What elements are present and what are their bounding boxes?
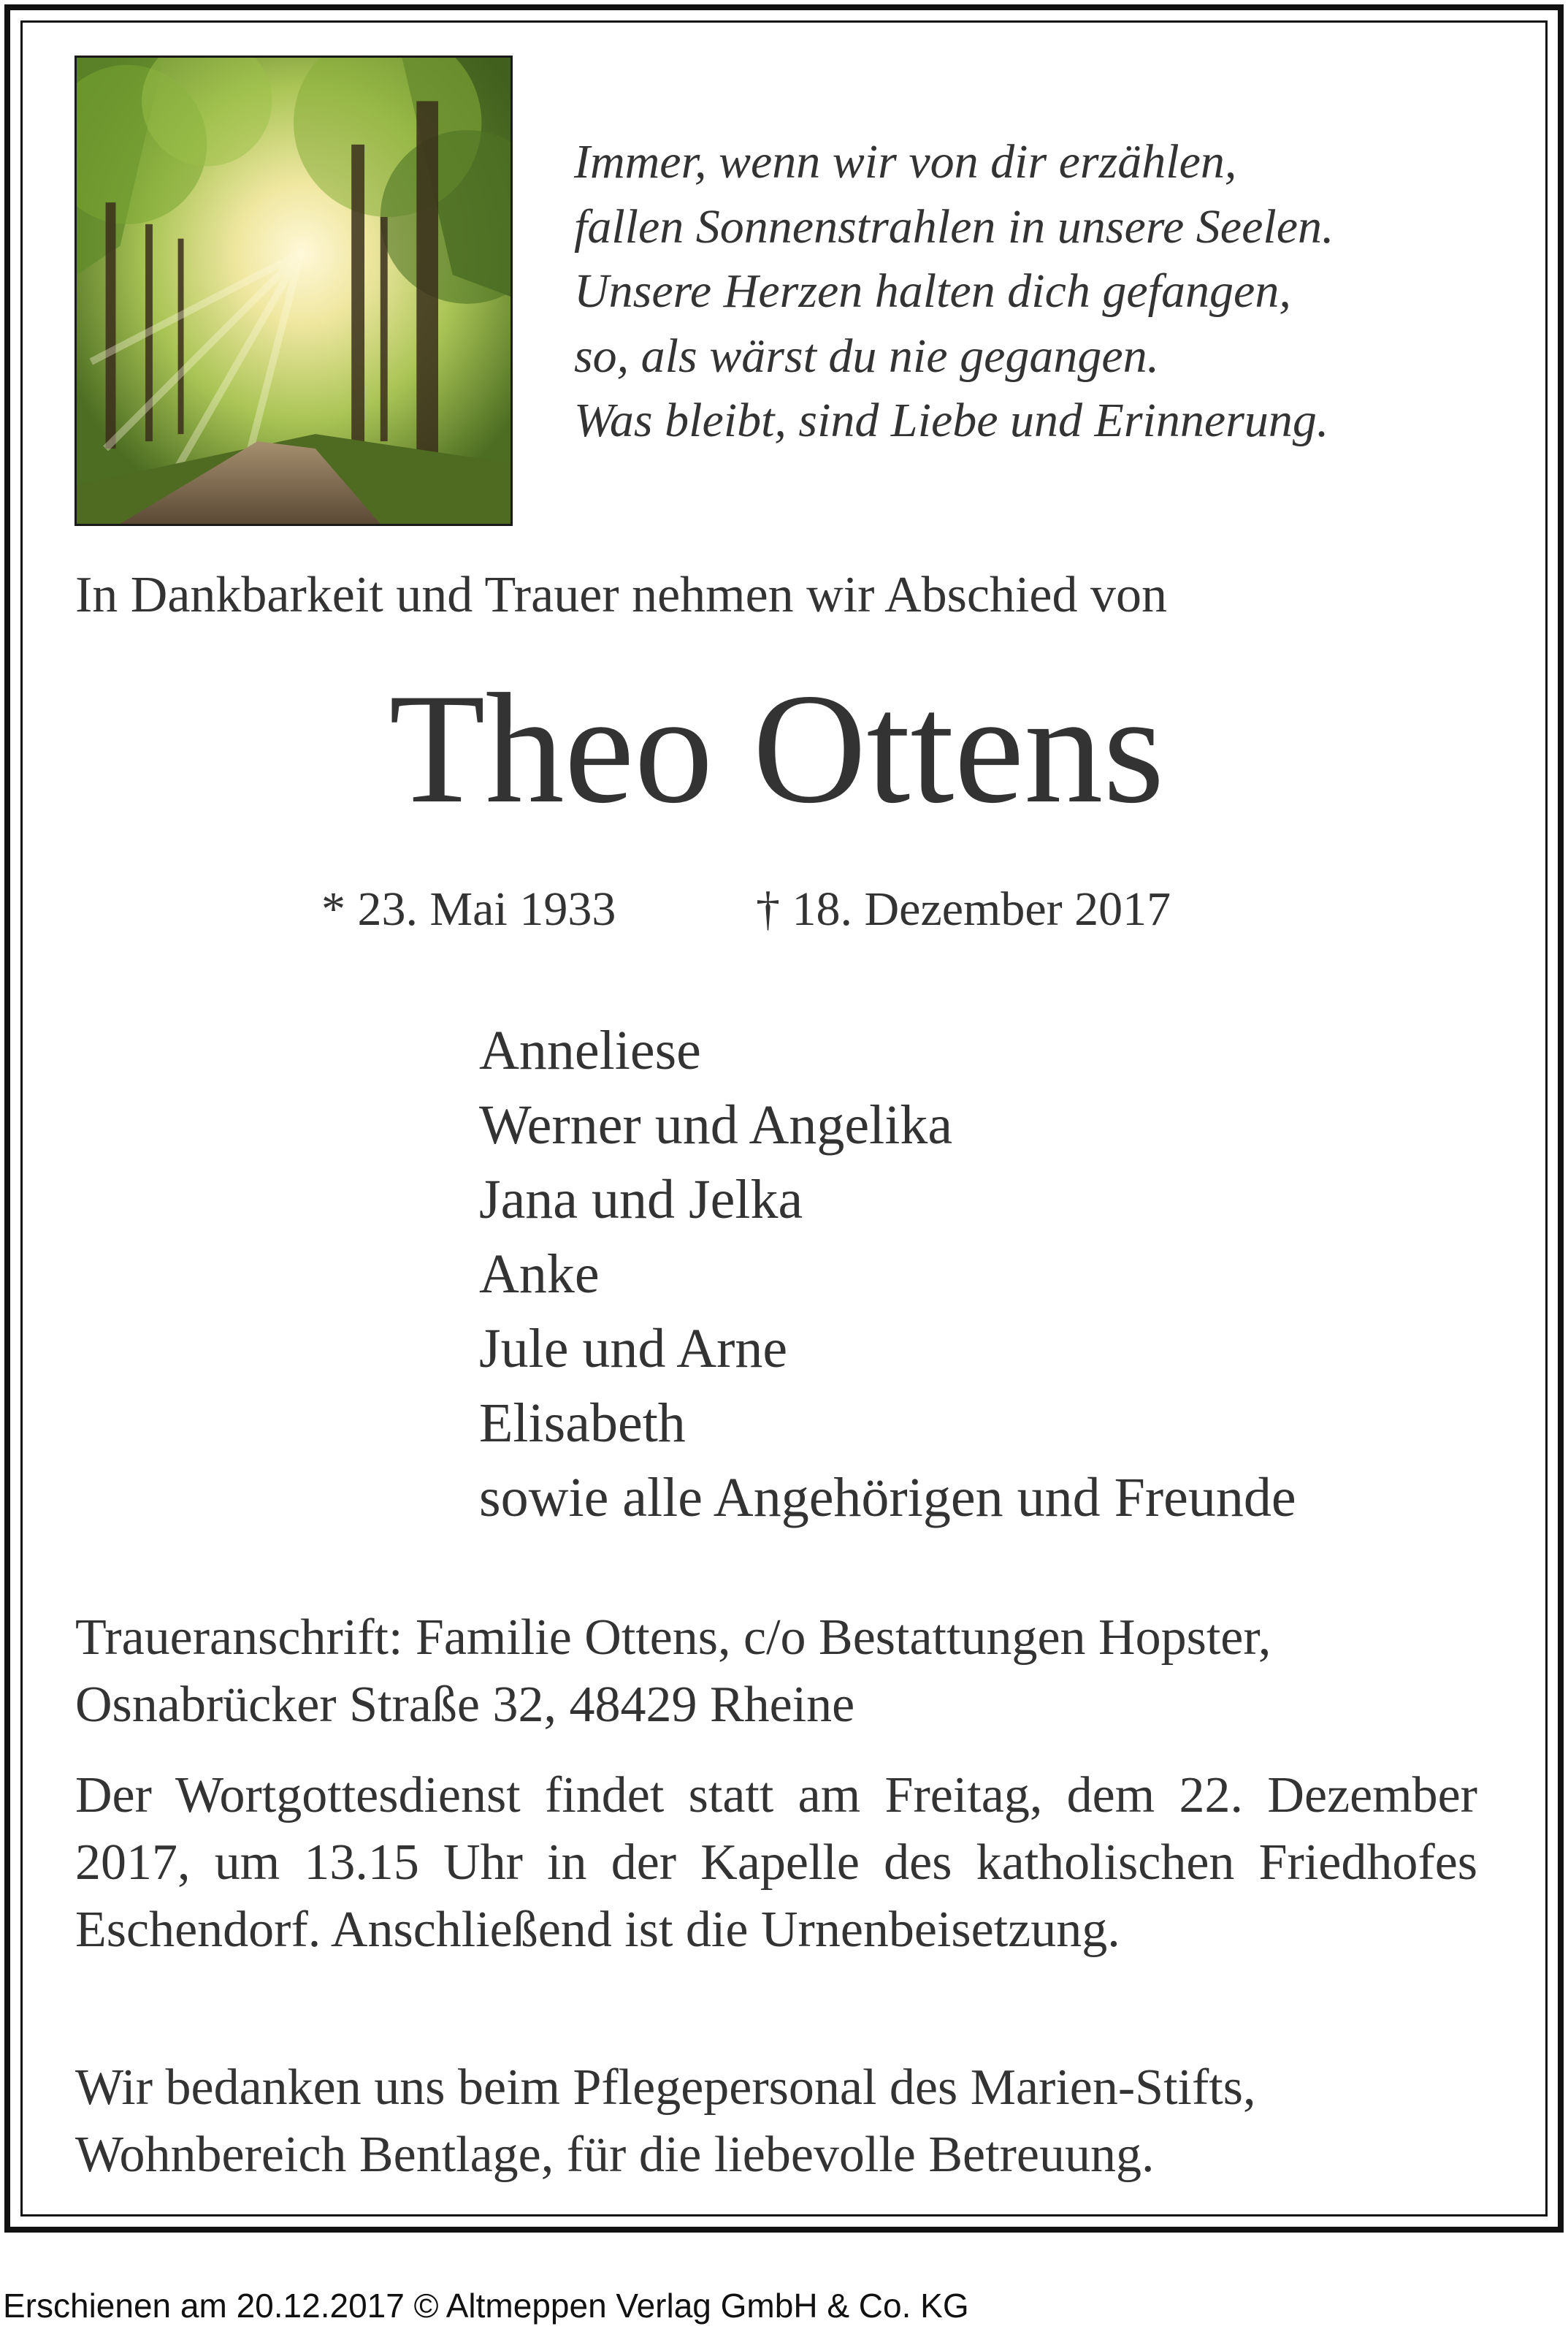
family-member: Anneliese bbox=[479, 1020, 701, 1081]
family-member: Jule und Arne bbox=[479, 1318, 788, 1379]
forest-sunlight-photo bbox=[74, 56, 513, 526]
thanks-line: Wir bedanken uns beim Pflegepersonal des Marien-Stifts, bbox=[75, 2059, 1256, 2116]
poem-line: so, als wärst du nie gegangen. bbox=[574, 329, 1160, 383]
poem-line: Unsere Herzen halten dich gefangen, bbox=[574, 264, 1291, 318]
poem-line: fallen Sonnenstrahlen in unsere Seelen. bbox=[574, 199, 1334, 254]
family-member: Jana und Jelka bbox=[479, 1169, 803, 1230]
family-member: Anke bbox=[479, 1243, 600, 1305]
service-announcement: Der Wortgottesdienst findet statt am Freitag, dem 22. Dezember 2017, um 13.15 Uhr in der Kapelle des katholischen Friedhofes Eschendorf. Anschließend ist die Urnenbeisetzung. bbox=[75, 1767, 1477, 1958]
death-date: † 18. Dezember 2017 bbox=[756, 883, 1171, 936]
thanks-note bbox=[75, 2054, 1492, 2189]
family-member: sowie alle Angehörigen und Freunde bbox=[479, 1467, 1296, 1528]
publication-footer: Erschienen am 20.12.2017 © Altmeppen Verlag GmbH & Co. KG bbox=[3, 2287, 969, 2325]
thanks-line: Wohnbereich Bentlage, für die liebevolle Betreuung. bbox=[75, 2127, 1155, 2183]
deceased-name: Theo Ottens bbox=[389, 661, 1165, 836]
poem-line: Immer, wenn wir von dir erzählen, bbox=[574, 135, 1237, 188]
poem bbox=[574, 130, 1334, 454]
address-line: Traueranschrift: Familie Ottens, c/o Bestattungen Hopster, bbox=[75, 1609, 1271, 1666]
family-list bbox=[479, 1013, 1296, 1535]
intro-text: In Dankbarkeit und Trauer nehmen wir Abschied von bbox=[75, 567, 1167, 623]
birth-date: * 23. Mai 1933 bbox=[321, 883, 616, 936]
address-line: Osnabrücker Straße 32, 48429 Rheine bbox=[75, 1677, 855, 1733]
family-member: Elisabeth bbox=[479, 1392, 686, 1454]
mourning-address bbox=[75, 1604, 1476, 1739]
forest-sunlight-image bbox=[77, 58, 510, 524]
family-member: Werner und Angelika bbox=[479, 1094, 953, 1156]
poem-line: Was bleibt, sind Liebe und Erinnerung. bbox=[574, 394, 1329, 447]
